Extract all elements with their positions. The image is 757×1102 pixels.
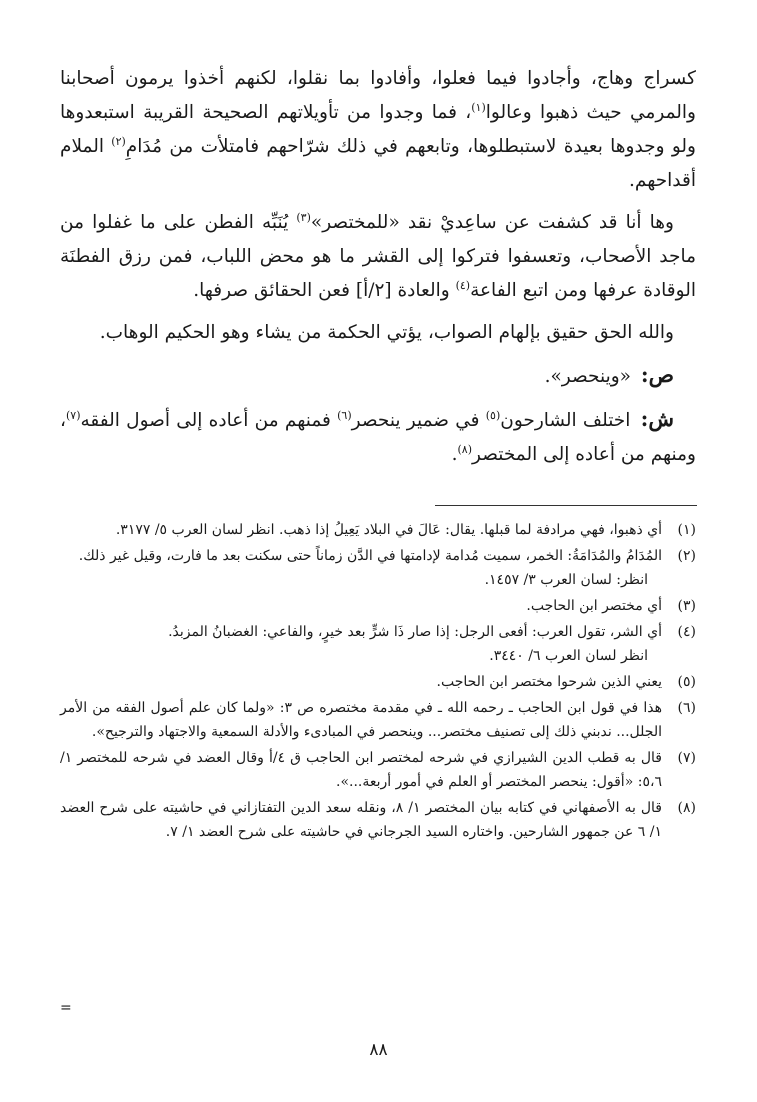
footnote-number: (٥) [677,674,696,690]
footnote-text: قال به قطب الدين الشيرازي في شرحه لمختصر ابن الحاجب ق ٤/أ وقال العضد في شرحه للمختصر ١/ ٥،٦: «أقول: ينحصر المختصر أو العلم في أمور أربعة...». [60,750,663,790]
footnotes [60,518,696,846]
footnote-number: (٦) [677,700,696,716]
footnote-text: المُدَامُ والمُدَامَةُ: الخمر، سميت مُدامة لإدامتها في الدَّن زماناً حتى سكنت بعد ما فارت، وقيل غير ذلك. [78,548,662,564]
footnote-reference: انظر: لسان العرب ٣/ ١٤٥٧. [484,572,648,588]
continuation-mark: = [60,1000,72,1016]
text-run: وها أنا قد كشفت عن ساعِديْ نقد «للمختصر» [310,212,674,233]
footnote-number: (٨) [677,800,696,816]
footnote-text: أي ذهبوا، فهي مرادفة لما قبلها. يقال: عَالَ في البلاد يَعِيلُ إذا ذهب. انظر لسان العرب ٥/ ٣١٧٧. [115,522,662,538]
page-number: ٨٨ [369,1040,388,1060]
footnote-7 [60,746,696,794]
main-text [60,62,696,480]
text-run: اختلف الشارحون [500,410,637,431]
paragraph-3: والله الحق حقيق بإلهام الصواب، يؤتي الحكمة من يشاء وهو الحكيم الوهاب. [99,322,674,343]
paragraph-5 [60,402,696,472]
footnote-ref-3[interactable]: (٣) [296,210,311,224]
footnote-8 [60,796,696,844]
footnote-6 [60,696,696,744]
footnote-text: يعني الذين شرحوا مختصر ابن الحاجب. [436,674,662,690]
footnote-ref-4[interactable]: (٤) [455,278,471,292]
footnote-text: قال به الأصفهاني في كتابه بيان المختصر ١/ ٨، ونقله سعد الدين التفتازاني في حاشيته على شرح العضد ١/ ٦ عن جمهور الشارحين. واختاره السيد الجرجاني في حاشيته على شرح العضد ١/ ٧. [60,800,662,840]
footnote-separator [435,505,697,506]
sad-marker: ص: [640,362,674,387]
footnote-text: أي الشر، تقول العرب: أفعى الرجل: إذا صار ذَا شرٍّ بعد خيرٍ، والفاعي: الغضبانُ المزبدُ. [168,624,662,640]
text-run: ، فما وجدوا من تأويلاتهم الصحيحة القريبة استبعدوها ولو وجدوها بعيدة لاستبطلوها، وتابعهم في ذلك شرّاحهم فامتلأت من مُدَامِ [60,102,696,157]
footnote-ref-2[interactable]: (٢) [111,134,126,148]
footnote-2 [60,544,696,592]
footnote-number: (٤) [677,624,696,640]
footnote-5 [60,670,696,694]
footnote-ref-5[interactable]: (٥) [485,408,501,422]
paragraph-2 [60,206,696,308]
text-run: ، ومنهم من أعاده إلى المختصر [60,410,696,465]
footnote-ref-1[interactable]: (١) [471,100,486,114]
footnote-4 [60,620,696,668]
footnote-number: (٣) [677,598,696,614]
quoted-text: «وينحصر». [544,366,637,387]
paragraph-4 [60,358,696,394]
text-run: والعادة [٢/أ] فعن الحقائق صرفها. [193,280,456,301]
text-run: فمنهم من أعاده إلى أصول الفقه [80,410,338,431]
text-run: يُنَبِّه الفطن على ما غفلوا من ماجد الأصحاب، وتعسفوا فتركوا إلى القشر ما هو محض اللباب، فمن رزق الفطنَة الوقادة عرفها ومن اتبع الفاعة [60,212,696,301]
footnote-reference: انظر لسان العرب ٦/ ٣٤٤٠. [489,648,648,664]
text-run: كسراج وهاج، وأجادوا فيما فعلوا، وأفادوا بما نقلوا، لكنهم أخذوا يرمون أصحابنا والمرمي حيث ذهبوا وعالوا [60,68,696,123]
text-run: . [451,444,458,465]
footnote-text: هذا في قول ابن الحاجب ـ رحمه الله ـ في مقدمة مختصره ص ٣: «ولما كان علم أصول الفقه من الأمر الجلل... ندبني ذلك إلى تصنيف مختصر... وينحصر في المبادىء والأدلة السمعية والاجتهاد والترجيح». [60,700,662,740]
text-run: الملام أقداحهم. [60,136,696,191]
footnote-3 [60,594,696,618]
footnote-ref-8[interactable]: (٨) [457,442,473,456]
paragraph-1 [60,62,696,198]
footnote-number: (٧) [677,750,696,766]
shin-marker: ش: [640,406,674,431]
text-run: في ضمير ينحصر [351,410,486,431]
footnote-ref-6[interactable]: (٦) [337,408,352,422]
footnote-1 [60,518,696,542]
footnote-number: (٢) [677,548,696,564]
footnote-text: أي مختصر ابن الحاجب. [526,598,662,614]
footnote-ref-7[interactable]: (٧) [65,408,81,422]
footnote-number: (١) [677,522,696,538]
